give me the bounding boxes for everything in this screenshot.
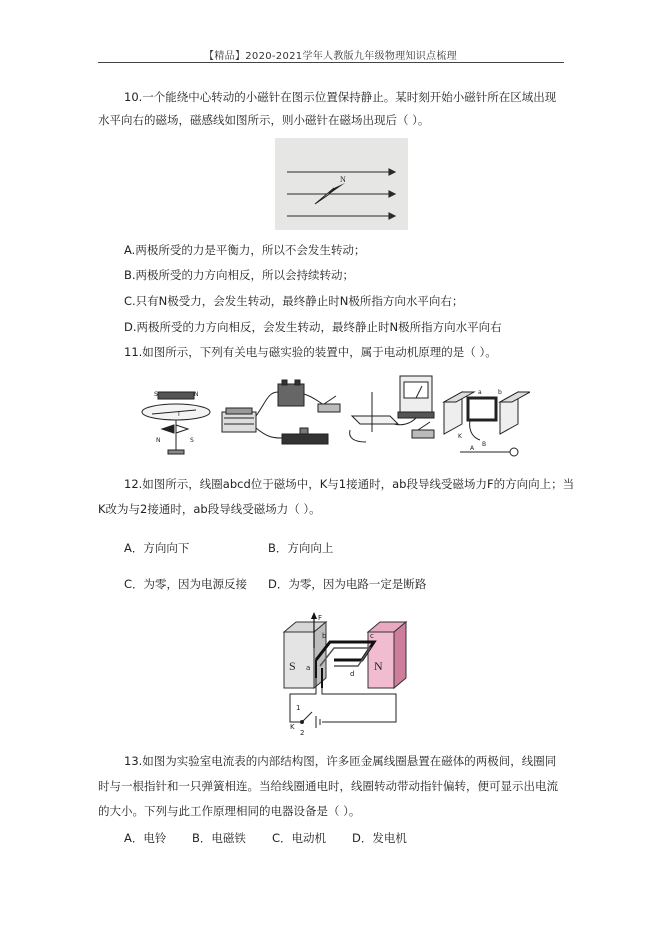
q13-stem-line-1: 13.如图为实验室电流表的内部结构图，许多匝金属线圈悬置在磁体的两极间，线圈同 xyxy=(124,754,557,768)
label-k2: 2 xyxy=(300,729,305,736)
apparatus-c xyxy=(350,376,434,442)
label-coil-c: c xyxy=(370,632,374,640)
label-i: I xyxy=(178,411,180,418)
q12-option-b: B．方向向上 xyxy=(268,541,334,555)
needle-north-label: N xyxy=(340,175,346,184)
q13-stem-line-2: 时与一根指针和一只弹簧相连。当给线圈通电时，线圈转动带动指针偏转，便可显示出电流 xyxy=(98,779,558,793)
q12-coil-figure xyxy=(276,612,410,736)
q13-option-c: C．电动机 xyxy=(272,831,327,845)
q13-option-d: D．发电机 xyxy=(352,831,407,845)
q12-stem-line-1: 12.如图所示，线圈abcd位于磁场中，K与1接通时，ab段导线受磁场力F的方向向上；当 xyxy=(124,477,575,491)
q10-option-a: A.两极所受的力是平衡力，所以不会发生转动； xyxy=(124,243,366,257)
q11-stem: 11.如图所示，下列有关电与磁实验的装置中，属于电动机原理的是（ ）。 xyxy=(124,345,497,359)
q10-stem-line-1: 10.一个能绕中心转动的小磁针在图示位置保持静止。某时刻开始小磁针所在区域出现 xyxy=(124,90,557,104)
label-a2: A xyxy=(470,445,475,452)
q13-option-b: B．电磁铁 xyxy=(192,831,246,845)
q10-option-b: B.两极所受的力方向相反，所以会持续转动； xyxy=(124,268,355,282)
label-k: K xyxy=(290,723,295,731)
q12-stem-line-2: K改为与2接通时，ab段导线受磁场力（ ）。 xyxy=(98,502,321,516)
q13-stem-line-3: 的大小。下列与此工作原理相同的电器设备是（ ）。 xyxy=(98,804,361,818)
label-s2: S xyxy=(190,437,194,444)
label-coil-d: d xyxy=(350,670,355,678)
label-n: N xyxy=(194,391,199,398)
header-title: 【精品】2020-2021学年人教版九年级物理知识点梳理 xyxy=(204,51,457,62)
label-coil-a: a xyxy=(306,664,311,672)
label-n2: N xyxy=(156,437,161,444)
q12-option-d: D．为零，因为电路一定是断路 xyxy=(268,577,427,591)
q10-stem-line-2: 水平向右的磁场，磁感线如图所示，则小磁针在磁场出现后（ ）。 xyxy=(98,113,430,127)
label-a: a xyxy=(478,389,482,396)
label-k: K xyxy=(458,433,462,440)
q12-option-c: C．为零，因为电源反接 xyxy=(124,577,248,591)
q13-option-a: A．电铃 xyxy=(124,831,167,845)
q10-option-c: C.只有N极受力，会发生转动，最终静止时N极所指方向水平向右； xyxy=(124,294,464,308)
label-coil-b: b xyxy=(322,632,327,640)
label-b: b xyxy=(498,389,502,396)
header-divider xyxy=(98,62,564,63)
label-south: S xyxy=(289,659,296,673)
q11-experiments-figure xyxy=(140,372,530,462)
q10-option-d: D.两极所受的力方向相反，会发生转动，最终静止时N极所指方向水平向右 xyxy=(124,320,502,334)
q10-compass-figure xyxy=(275,138,408,230)
apparatus-a xyxy=(142,391,210,454)
label-s: S xyxy=(154,391,158,398)
q12-option-a: A．方向向下 xyxy=(124,541,190,555)
label-k1: 1 xyxy=(296,704,301,712)
apparatus-d xyxy=(444,389,530,456)
label-north: N xyxy=(374,659,383,673)
apparatus-b xyxy=(222,380,340,444)
label-b2: B xyxy=(482,441,487,448)
label-force: F xyxy=(318,614,323,622)
